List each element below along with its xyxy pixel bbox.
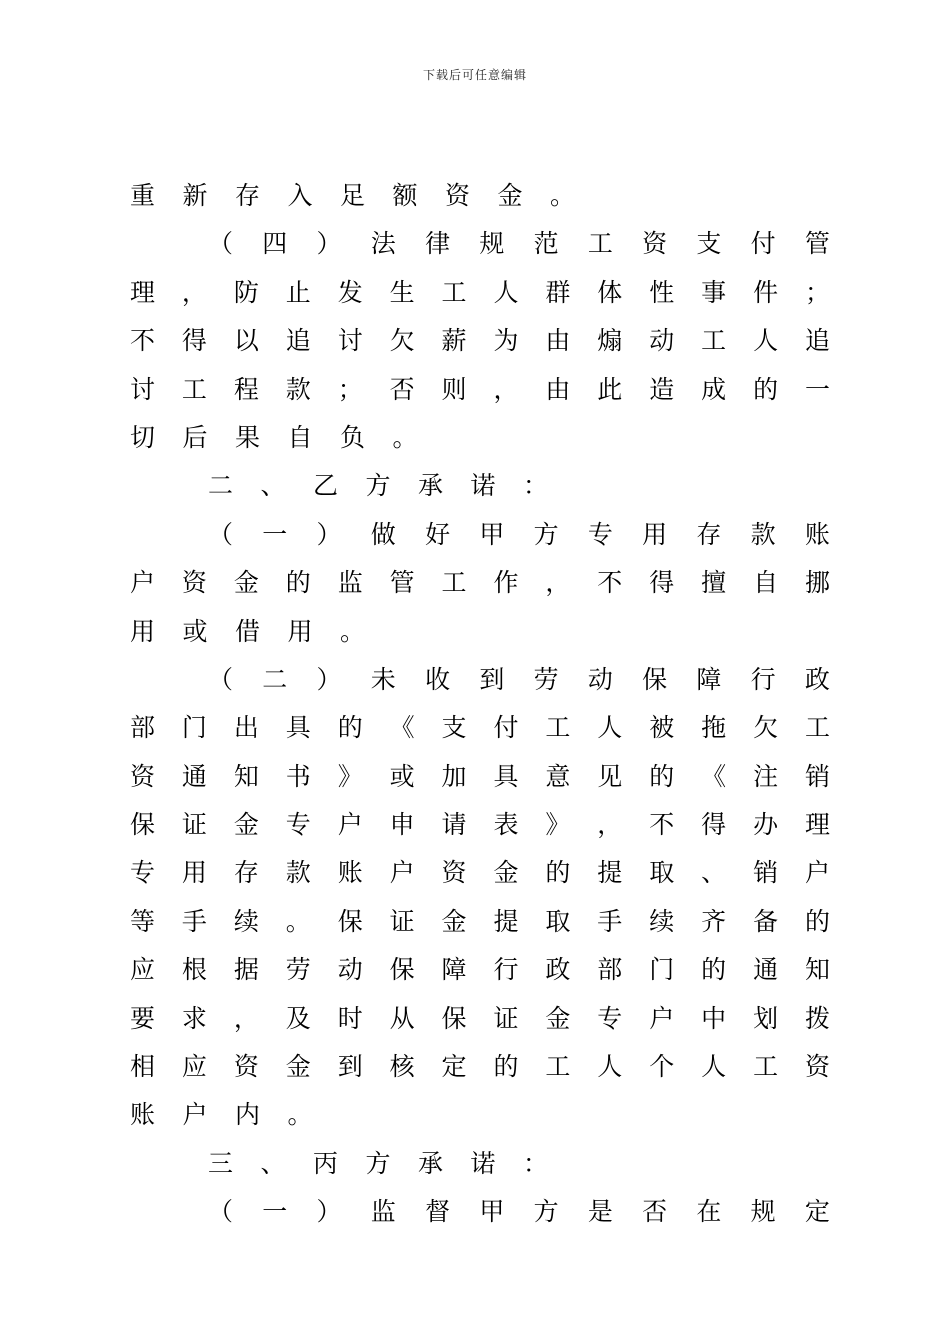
glyph: 不 (130, 326, 156, 356)
text-line (130, 656, 830, 704)
glyph: 》 (337, 761, 363, 791)
glyph: 法 (370, 229, 396, 259)
glyph: 欠 (753, 713, 779, 743)
glyph: 或 (182, 616, 208, 646)
glyph: 行 (493, 955, 519, 985)
glyph: 件 (753, 277, 779, 307)
glyph: 不 (649, 810, 675, 840)
text-line (130, 1188, 830, 1236)
document-body (130, 172, 830, 1237)
glyph: 甲 (479, 519, 505, 549)
glyph: 管 (389, 568, 415, 598)
glyph: 承 (418, 471, 444, 501)
glyph: 未 (370, 664, 396, 694)
text-line (130, 801, 830, 849)
glyph: 二 (262, 664, 288, 694)
glyph: 保 (441, 1003, 467, 1033)
glyph: 款 (750, 519, 776, 549)
glyph: 证 (389, 906, 415, 936)
glyph: 造 (649, 374, 675, 404)
glyph: 作 (493, 568, 519, 598)
glyph: ， (181, 277, 207, 307)
glyph: 门 (181, 713, 207, 743)
glyph: 讨 (337, 326, 363, 356)
glyph: 资 (233, 1052, 259, 1082)
glyph: 工 (545, 713, 571, 743)
glyph: 防 (233, 277, 259, 307)
glyph: 资 (181, 568, 207, 598)
glyph: 监 (370, 1197, 396, 1227)
glyph: 。 (285, 906, 311, 936)
glyph: 到 (337, 1052, 363, 1082)
glyph: 额 (392, 181, 418, 210)
glyph: 支 (441, 713, 467, 743)
glyph: ， (233, 1003, 259, 1033)
glyph: 的 (701, 955, 727, 985)
text-line (130, 995, 830, 1043)
glyph: 部 (597, 955, 623, 985)
glyph: 》 (545, 810, 571, 840)
glyph: 重 (130, 181, 156, 210)
text-line (130, 462, 830, 510)
glyph: 具 (285, 713, 311, 743)
glyph: 否 (389, 374, 415, 404)
glyph: 定 (441, 1052, 467, 1082)
glyph: 专 (597, 1003, 623, 1033)
glyph: 工 (804, 713, 830, 743)
glyph: 、 (701, 858, 727, 888)
glyph: 保 (389, 955, 415, 985)
glyph: 挪 (804, 568, 830, 598)
glyph: 划 (753, 1003, 779, 1033)
glyph: 讨 (130, 374, 156, 404)
glyph: 账 (337, 858, 363, 888)
glyph: 追 (285, 326, 311, 356)
glyph: 管 (804, 229, 830, 259)
glyph: 提 (493, 906, 519, 936)
text-line (130, 1140, 830, 1188)
glyph: 核 (389, 1052, 415, 1082)
glyph: 从 (389, 1003, 415, 1033)
text-line (130, 366, 830, 414)
glyph: 金 (285, 1052, 311, 1082)
glyph: 做 (370, 519, 396, 549)
text-line (130, 704, 830, 752)
text-line (130, 317, 830, 365)
glyph: 的 (337, 713, 363, 743)
glyph: 账 (130, 1100, 156, 1130)
glyph: 户 (389, 858, 415, 888)
glyph: 专 (130, 858, 156, 888)
glyph: 丙 (313, 1148, 339, 1178)
glyph: 存 (235, 181, 261, 210)
glyph: 注 (753, 761, 779, 791)
glyph: 人 (493, 277, 519, 307)
glyph: 由 (545, 326, 571, 356)
glyph: 及 (285, 1003, 311, 1033)
glyph: 资 (642, 229, 668, 259)
glyph: 生 (389, 277, 415, 307)
glyph: 被 (649, 713, 675, 743)
glyph: 障 (441, 955, 467, 985)
glyph: ） (316, 664, 342, 694)
glyph: 方 (365, 471, 391, 501)
glyph: 一 (262, 1197, 288, 1227)
glyph: （ (208, 1197, 234, 1227)
glyph: 人 (753, 326, 779, 356)
glyph: 劳 (285, 955, 311, 985)
glyph: 切 (130, 422, 156, 452)
glyph: 是 (587, 1197, 613, 1227)
glyph: 发 (337, 277, 363, 307)
glyph: 欠 (389, 326, 415, 356)
glyph: 见 (597, 761, 623, 791)
glyph: 得 (701, 810, 727, 840)
glyph: 存 (233, 858, 259, 888)
glyph: 障 (696, 664, 722, 694)
glyph: 理 (804, 810, 830, 840)
glyph: 通 (753, 955, 779, 985)
glyph: ） (316, 229, 342, 259)
glyph: 定 (804, 1197, 830, 1227)
glyph: 表 (493, 810, 519, 840)
glyph: 续 (233, 906, 259, 936)
glyph: 要 (130, 1003, 156, 1033)
glyph: 金 (545, 1003, 571, 1033)
text-line (130, 220, 830, 268)
glyph: 自 (287, 422, 313, 452)
glyph: 保 (130, 810, 156, 840)
glyph: 。 (340, 616, 366, 646)
glyph: 后 (182, 422, 208, 452)
glyph: 督 (425, 1197, 451, 1227)
glyph: 部 (130, 713, 156, 743)
glyph: （ (208, 664, 234, 694)
glyph: 应 (181, 1052, 207, 1082)
glyph: 根 (181, 955, 207, 985)
glyph: 得 (649, 568, 675, 598)
glyph: 书 (285, 761, 311, 791)
glyph: 规 (479, 229, 505, 259)
glyph: 得 (181, 326, 207, 356)
glyph: 资 (441, 858, 467, 888)
glyph: 请 (441, 810, 467, 840)
glyph: 专 (587, 519, 613, 549)
glyph: 《 (389, 713, 415, 743)
glyph: 金 (441, 906, 467, 936)
glyph: 资 (130, 761, 156, 791)
glyph: 个 (649, 1052, 675, 1082)
text-line (130, 269, 830, 317)
glyph: 付 (493, 713, 519, 743)
text-line (130, 608, 830, 656)
glyph: 新 (182, 181, 208, 210)
glyph: 。 (550, 181, 576, 210)
glyph: 动 (649, 326, 675, 356)
glyph: 提 (597, 858, 623, 888)
glyph: 成 (701, 374, 727, 404)
glyph: 付 (750, 229, 776, 259)
glyph: 支 (696, 229, 722, 259)
glyph: 不 (597, 568, 623, 598)
glyph: 借 (235, 616, 261, 646)
glyph: 时 (337, 1003, 363, 1033)
glyph: 保 (337, 906, 363, 936)
glyph: 人 (597, 1052, 623, 1082)
glyph: 四 (262, 229, 288, 259)
glyph: 一 (804, 374, 830, 404)
glyph: 销 (753, 858, 779, 888)
glyph: 内 (235, 1100, 261, 1130)
glyph: 工 (441, 277, 467, 307)
glyph: 或 (389, 761, 415, 791)
glyph: 资 (445, 181, 471, 210)
glyph: 承 (418, 1148, 444, 1178)
text-line (130, 1043, 830, 1091)
glyph: ； (804, 277, 830, 307)
text-line (130, 511, 830, 559)
glyph: 款 (285, 374, 311, 404)
glyph: 存 (696, 519, 722, 549)
glyph: 擅 (701, 568, 727, 598)
glyph: 户 (130, 568, 156, 598)
text-line (130, 1091, 830, 1139)
glyph: 取 (649, 858, 675, 888)
glyph: 手 (597, 906, 623, 936)
glyph: 拨 (804, 1003, 830, 1033)
page-header-note: 下载后可任意编辑 (422, 68, 527, 82)
glyph: 群 (545, 277, 571, 307)
glyph: 追 (804, 326, 830, 356)
glyph: 金 (233, 568, 259, 598)
glyph: 续 (649, 906, 675, 936)
glyph: 拖 (701, 713, 727, 743)
glyph: 政 (804, 664, 830, 694)
glyph: 人 (701, 1052, 727, 1082)
glyph: 户 (337, 810, 363, 840)
glyph: 办 (753, 810, 779, 840)
glyph: 规 (750, 1197, 776, 1227)
glyph: 负 (340, 422, 366, 452)
glyph: 的 (545, 858, 571, 888)
glyph: 乙 (313, 471, 339, 501)
glyph: 出 (233, 713, 259, 743)
glyph: 户 (649, 1003, 675, 1033)
glyph: 具 (493, 761, 519, 791)
glyph: 薪 (441, 326, 467, 356)
glyph: 动 (587, 664, 613, 694)
glyph: 劳 (533, 664, 559, 694)
glyph: 范 (533, 229, 559, 259)
glyph: 。 (392, 422, 418, 452)
text-line (130, 946, 830, 994)
glyph: 、 (260, 1148, 286, 1178)
glyph: 方 (533, 1197, 559, 1227)
glyph: 方 (365, 1148, 391, 1178)
glyph: 账 (804, 519, 830, 549)
glyph: 以 (233, 326, 259, 356)
glyph: ： (523, 1148, 549, 1178)
glyph: 的 (649, 761, 675, 791)
glyph: 人 (597, 713, 623, 743)
glyph: 入 (287, 181, 313, 210)
glyph: 金 (493, 858, 519, 888)
glyph: 申 (389, 810, 415, 840)
glyph: 户 (804, 858, 830, 888)
glyph: ， (597, 810, 623, 840)
glyph: 专 (285, 810, 311, 840)
glyph: 用 (642, 519, 668, 549)
glyph: 好 (425, 519, 451, 549)
glyph: 用 (287, 616, 313, 646)
glyph: 二 (208, 471, 234, 501)
glyph: （ (208, 229, 234, 259)
glyph: 由 (545, 374, 571, 404)
glyph: 中 (701, 1003, 727, 1033)
glyph: 否 (642, 1197, 668, 1227)
glyph: 款 (285, 858, 311, 888)
glyph: 加 (441, 761, 467, 791)
glyph: 收 (425, 664, 451, 694)
glyph: 知 (233, 761, 259, 791)
glyph: 工 (545, 1052, 571, 1082)
text-line (130, 898, 830, 946)
glyph: 求 (181, 1003, 207, 1033)
glyph: 足 (340, 181, 366, 210)
glyph: 通 (181, 761, 207, 791)
glyph: 则 (441, 374, 467, 404)
glyph: 手 (181, 906, 207, 936)
glyph: 证 (181, 810, 207, 840)
glyph: 为 (493, 326, 519, 356)
glyph: 。 (287, 1100, 313, 1130)
glyph: 用 (130, 616, 156, 646)
glyph: 甲 (479, 1197, 505, 1227)
glyph: 此 (597, 374, 623, 404)
glyph: 诺 (470, 1148, 496, 1178)
glyph: 知 (804, 955, 830, 985)
glyph: ， (545, 568, 571, 598)
glyph: 诺 (470, 471, 496, 501)
glyph: 理 (130, 277, 156, 307)
glyph: 相 (130, 1052, 156, 1082)
glyph: 销 (804, 761, 830, 791)
glyph: 体 (597, 277, 623, 307)
glyph: ） (316, 519, 342, 549)
glyph: 取 (545, 906, 571, 936)
glyph: ， (493, 374, 519, 404)
glyph: 政 (545, 955, 571, 985)
glyph: 工 (181, 374, 207, 404)
glyph: 《 (701, 761, 727, 791)
glyph: 自 (753, 568, 779, 598)
glyph: 据 (233, 955, 259, 985)
glyph: ： (523, 471, 549, 501)
glyph: 在 (696, 1197, 722, 1227)
glyph: 、 (260, 471, 286, 501)
glyph: 的 (493, 1052, 519, 1082)
text-line (130, 849, 830, 897)
glyph: 齐 (701, 906, 727, 936)
glyph: ） (316, 1197, 342, 1227)
glyph: 的 (285, 568, 311, 598)
glyph: 止 (285, 277, 311, 307)
glyph: 程 (233, 374, 259, 404)
glyph: 果 (235, 422, 261, 452)
glyph: ； (337, 374, 363, 404)
glyph: 意 (545, 761, 571, 791)
glyph: 工 (587, 229, 613, 259)
glyph: （ (208, 519, 234, 549)
glyph: 煽 (597, 326, 623, 356)
glyph: 工 (441, 568, 467, 598)
text-line (130, 559, 830, 607)
glyph: 三 (208, 1148, 234, 1178)
glyph: 的 (804, 906, 830, 936)
glyph: 方 (533, 519, 559, 549)
glyph: 保 (642, 664, 668, 694)
glyph: 等 (130, 906, 156, 936)
text-line (130, 414, 830, 462)
glyph: 工 (701, 326, 727, 356)
glyph: 动 (337, 955, 363, 985)
glyph: 性 (649, 277, 675, 307)
glyph: 证 (493, 1003, 519, 1033)
glyph: 事 (701, 277, 727, 307)
glyph: 监 (337, 568, 363, 598)
glyph: 门 (649, 955, 675, 985)
text-line (130, 172, 830, 220)
glyph: 的 (753, 374, 779, 404)
glyph: 备 (753, 906, 779, 936)
glyph: 金 (233, 810, 259, 840)
text-line (130, 753, 830, 801)
glyph: 工 (753, 1052, 779, 1082)
glyph: 用 (181, 858, 207, 888)
glyph: 户 (182, 1100, 208, 1130)
glyph: 律 (425, 229, 451, 259)
glyph: 金 (497, 181, 523, 210)
glyph: 行 (750, 664, 776, 694)
glyph: 资 (804, 1052, 830, 1082)
glyph: 到 (479, 664, 505, 694)
glyph: 应 (130, 955, 156, 985)
glyph: 一 (262, 519, 288, 549)
